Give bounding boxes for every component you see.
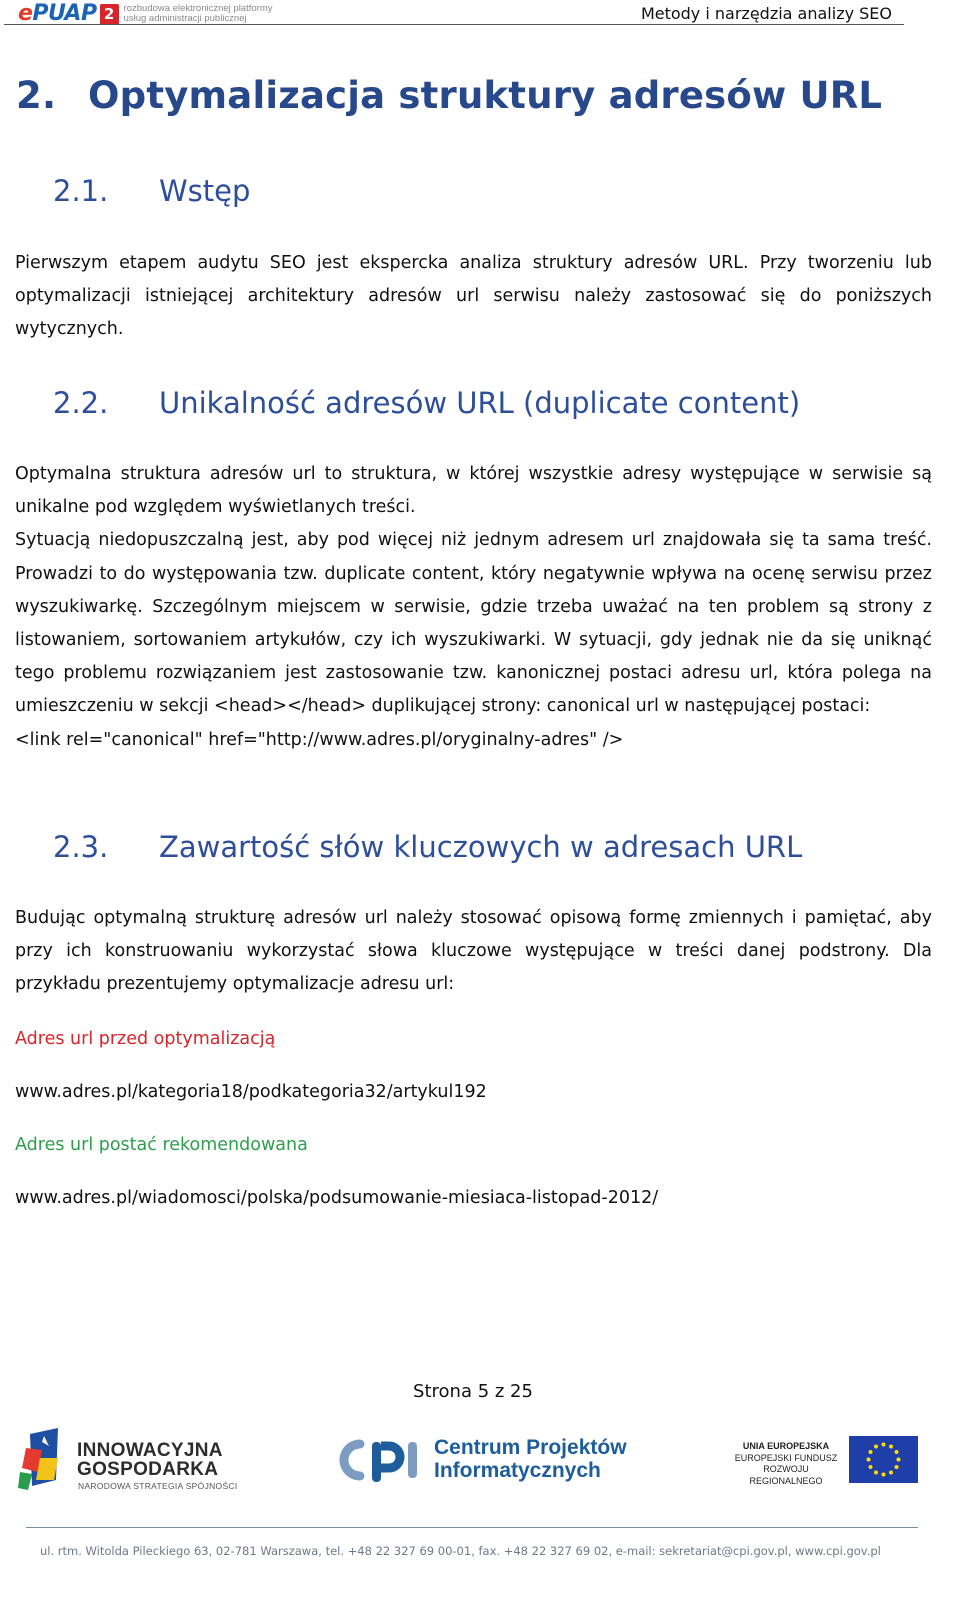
paragraph-text: Budując optymalną strukturę adresów url należy stosować opisową formę zmiennych i pamiętać, aby przy ich konstruowaniu wykorzystać słowa kluczowe występujące w treści danej podstrony. Dla przykładu prezentujemy optymalizacje adresu url: bbox=[15, 908, 932, 995]
code-example: <link rel="canonical" href="http://www.adres.pl/oryginalny-adres" /> bbox=[15, 729, 624, 750]
url-after-label: Adres url postać rekomendowana bbox=[15, 1135, 308, 1155]
page-number: Strona 5 z 25 bbox=[413, 1381, 533, 1402]
section-number: 2.1. bbox=[53, 174, 109, 208]
paragraph-text: Pierwszym etapem audytu SEO jest ekspercka analiza struktury adresów URL. Przy tworzeniu lub optymalizacji istniejącej architektury adresów url serwisu należy zastosować się do poniższych wytycznych. bbox=[15, 253, 932, 340]
eu-star bbox=[882, 1473, 886, 1477]
url-before-label: Adres url przed optymalizacją bbox=[15, 1029, 276, 1049]
paragraph-text: Optymalna struktura adresów url to struktura, w której wszystkie adresy występujące w serwisie są unikalne pod względem wyświetlanych treści. bbox=[15, 464, 932, 518]
footer-divider bbox=[26, 1527, 918, 1528]
eu-fund-label bbox=[727, 1441, 845, 1487]
header-divider bbox=[4, 24, 904, 25]
eu-flag-icon bbox=[849, 1436, 918, 1483]
eu-star bbox=[869, 1465, 873, 1469]
ig-line-2: GOSPODARKA bbox=[77, 1459, 219, 1480]
footer-address: ul. rtm. Witolda Pileckiego 63, 02-781 Warszawa, tel. +48 22 327 69 00-01, fax. +48 22 327 69 02, e-mail: sekretariat@cpi.gov.pl, www.cpi.gov.pl bbox=[40, 1544, 881, 1558]
cpi-line-2: Informatycznych bbox=[434, 1459, 601, 1482]
chapter-number: 2. bbox=[16, 74, 57, 117]
ig-subtitle: NARODOWA STRATEGIA SPÓJNOŚCI bbox=[78, 1481, 238, 1491]
epuap-wordmark-text: PUAP bbox=[32, 1, 97, 26]
url-after-example: www.adres.pl/wiadomosci/polska/podsumowanie-miesiaca-listopad-2012/ bbox=[15, 1188, 659, 1208]
url-before-example: www.adres.pl/kategoria18/podkategoria32/artykul192 bbox=[15, 1082, 487, 1102]
epuap-logo bbox=[18, 2, 272, 26]
section-number: 2.3. bbox=[53, 830, 109, 864]
cpi-logo-icon bbox=[334, 1434, 430, 1486]
section-heading-2-2 bbox=[53, 386, 800, 420]
eu-star bbox=[894, 1450, 898, 1454]
cpi-line-1: Centrum Projektów bbox=[434, 1436, 627, 1459]
eu-star bbox=[869, 1450, 873, 1454]
paragraph-text: Sytuacją niedopuszczalną jest, aby pod więcej niż jednym adresem url znajdowała się ta sama treść. Prowadzi to do występowania tzw. duplicate content, który negatywnie wpływa na ocenę serwisu przez wyszukiwarkę. Szczególnym miejscem w serwisie, gdzie trzeba uważać na ten problem są strony z listowaniem, sortowaniem artykułów, czy ich wyszukiwarki. W sytuacji, gdy jednak nie da się uniknąć tego problemu rozwiązaniem jest zastosowanie tzw. kanonicznej postaci adresu url, która polega na umieszczeniu w sekcji <head></head> duplikującej strony: canonical url w następującej postaci: bbox=[15, 530, 932, 717]
document-title: Metody i narzędzia analizy SEO bbox=[640, 4, 892, 23]
chapter-title: Optymalizacja struktury adresów URL bbox=[88, 74, 883, 117]
eu-star bbox=[897, 1458, 901, 1462]
eu-star bbox=[882, 1443, 886, 1447]
chapter-heading bbox=[16, 74, 882, 117]
ig-wordmark bbox=[77, 1441, 223, 1479]
epuap-subtitle-line-1: rozbudowa elektronicznej platformy bbox=[123, 3, 273, 14]
cpi-wordmark bbox=[434, 1436, 627, 1482]
epuap-badge: 2 bbox=[100, 4, 119, 25]
section-heading-2-3 bbox=[53, 830, 802, 864]
eu-star bbox=[874, 1470, 878, 1474]
ig-line-1: INNOWACYJNA bbox=[77, 1440, 223, 1461]
eu-star bbox=[889, 1470, 893, 1474]
eu-star bbox=[874, 1445, 878, 1449]
section-2-2-body bbox=[15, 458, 932, 757]
epuap-subtitle bbox=[124, 4, 273, 24]
eu-line-2: EUROPEJSKI FUNDUSZ bbox=[734, 1452, 838, 1463]
epuap-subtitle-line-2: usług administracji publicznej bbox=[123, 13, 247, 24]
epuap-wordmark: ePUAP bbox=[18, 1, 97, 26]
section-title: Zawartość słów kluczowych w adresach URL bbox=[159, 830, 803, 864]
section-2-1-paragraph bbox=[15, 247, 932, 347]
eu-line-3: ROZWOJU REGIONALNEGO bbox=[749, 1464, 823, 1486]
eu-star bbox=[889, 1445, 893, 1449]
section-2-3-paragraph bbox=[15, 902, 932, 1002]
section-title: Wstęp bbox=[159, 174, 251, 208]
section-title: Unikalność adresów URL (duplicate content) bbox=[159, 386, 801, 420]
section-number: 2.2. bbox=[53, 386, 109, 420]
section-heading-2-1 bbox=[53, 174, 250, 208]
eu-star bbox=[894, 1465, 898, 1469]
eu-star bbox=[867, 1458, 871, 1462]
eu-line-1: UNIA EUROPEJSKA bbox=[742, 1441, 830, 1451]
